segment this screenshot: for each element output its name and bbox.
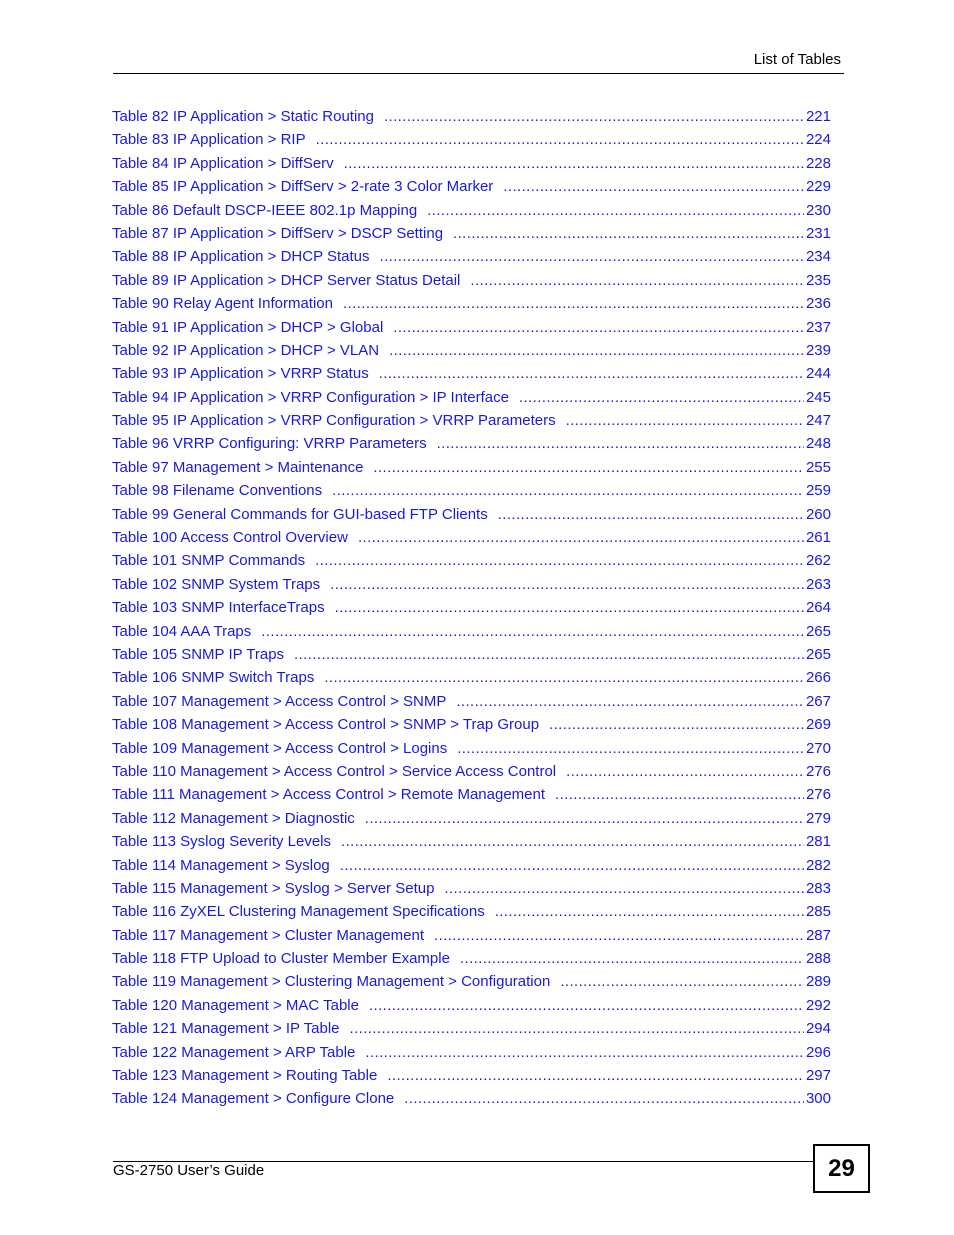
toc-entry-label: Table 109 Management > Access Control > Logins <box>112 739 448 757</box>
toc-entry[interactable] <box>112 456 831 479</box>
toc-entry-label: Table 119 Management > Clustering Management > Configuration <box>112 973 551 991</box>
toc-entry-label: Table 117 Management > Cluster Management <box>112 926 424 944</box>
toc-entry-label: Table 116 ZyXEL Clustering Management Specifications <box>112 903 485 921</box>
toc-leader-dots <box>495 900 804 923</box>
toc-leader-dots <box>456 690 804 713</box>
toc-entry-label: Table 121 Management > IP Table <box>112 1020 340 1038</box>
toc-entry-label: Table 85 IP Application > DiffServ > 2-rate 3 Color Marker <box>112 178 494 196</box>
toc-entry-page: 265 <box>805 645 831 663</box>
toc-entry[interactable] <box>112 877 831 900</box>
toc-entry-label: Table 100 Access Control Overview <box>112 529 348 547</box>
toc-leader-dots <box>460 947 804 970</box>
toc-leader-dots <box>350 1017 804 1040</box>
toc-entry-page: 269 <box>805 716 831 734</box>
toc-entry-label: Table 86 Default DSCP-IEEE 802.1p Mapping <box>112 201 418 219</box>
toc-entry-label: Table 111 Management > Access Control > Remote Management <box>112 786 546 804</box>
toc-entry-label: Table 99 General Commands for GUI-based FTP Clients <box>112 505 488 523</box>
toc-leader-dots <box>457 737 804 760</box>
toc-entry-page: 260 <box>805 505 831 523</box>
toc-leader-dots <box>330 573 804 596</box>
toc-entry-page: 245 <box>805 388 831 406</box>
toc-entry-label: Table 104 AAA Traps <box>112 622 252 640</box>
toc-entry-label: Table 112 Management > Diagnostic <box>112 809 355 827</box>
toc-entry-label: Table 113 Syslog Severity Levels <box>112 833 332 851</box>
toc-leader-dots <box>560 970 804 993</box>
toc-entry-page: 300 <box>805 1090 831 1108</box>
toc-entry-label: Table 89 IP Application > DHCP Server Status Detail <box>112 271 461 289</box>
toc-leader-dots <box>343 292 804 315</box>
toc-leader-dots <box>566 760 804 783</box>
toc-entry-page: 289 <box>805 973 831 991</box>
header-divider <box>113 73 844 74</box>
toc-entry[interactable] <box>112 854 831 877</box>
toc-entry-page: 267 <box>805 692 831 710</box>
toc-entry[interactable] <box>112 807 831 830</box>
toc-leader-dots <box>434 924 804 947</box>
toc-entry-label: Table 97 Management > Maintenance <box>112 458 364 476</box>
toc-leader-dots <box>427 199 804 222</box>
toc-entry-page: 230 <box>805 201 831 219</box>
toc-leader-dots <box>549 713 804 736</box>
toc-leader-dots <box>380 245 804 268</box>
toc-entry-page: 244 <box>805 365 831 383</box>
list-of-tables <box>112 105 831 1111</box>
toc-entry-label: Table 92 IP Application > DHCP > VLAN <box>112 341 380 359</box>
toc-entry-label: Table 87 IP Application > DiffServ > DSCP Setting <box>112 224 444 242</box>
toc-entry-page: 282 <box>805 856 831 874</box>
toc-leader-dots <box>555 783 804 806</box>
toc-entry-page: 294 <box>805 1020 831 1038</box>
toc-entry[interactable] <box>112 573 831 596</box>
toc-entry[interactable] <box>112 760 831 783</box>
toc-entry[interactable] <box>112 643 831 666</box>
toc-entry[interactable] <box>112 339 831 362</box>
toc-entry-label: Table 114 Management > Syslog <box>112 856 330 874</box>
toc-leader-dots <box>324 666 804 689</box>
toc-entry[interactable] <box>112 128 831 151</box>
toc-entry[interactable] <box>112 222 831 245</box>
toc-entry-page: 287 <box>805 926 831 944</box>
toc-entry[interactable] <box>112 947 831 970</box>
toc-entry-page: 276 <box>805 762 831 780</box>
toc-entry-label: Table 101 SNMP Commands <box>112 552 306 570</box>
toc-leader-dots <box>404 1087 804 1110</box>
toc-leader-dots <box>498 503 804 526</box>
toc-entry-page: 224 <box>805 131 831 149</box>
toc-entry-page: 261 <box>805 529 831 547</box>
toc-entry[interactable] <box>112 596 831 619</box>
toc-leader-dots <box>294 643 804 666</box>
toc-entry[interactable] <box>112 386 831 409</box>
toc-entry-label: Table 106 SNMP Switch Traps <box>112 669 315 687</box>
toc-entry[interactable] <box>112 175 831 198</box>
toc-entry[interactable] <box>112 783 831 806</box>
toc-leader-dots <box>365 1041 804 1064</box>
toc-entry[interactable] <box>112 713 831 736</box>
toc-entry-page: 259 <box>805 482 831 500</box>
toc-entry-label: Table 124 Management > Configure Clone <box>112 1090 395 1108</box>
toc-leader-dots <box>389 339 804 362</box>
toc-entry-page: 264 <box>805 599 831 617</box>
toc-leader-dots <box>365 807 804 830</box>
toc-entry-page: 270 <box>805 739 831 757</box>
toc-entry[interactable] <box>112 549 831 572</box>
toc-entry-label: Table 84 IP Application > DiffServ <box>112 154 334 172</box>
toc-entry-label: Table 120 Management > MAC Table <box>112 996 359 1014</box>
toc-entry-page: 239 <box>805 341 831 359</box>
toc-entry-page: 236 <box>805 295 831 313</box>
toc-entry-page: 235 <box>805 271 831 289</box>
toc-entry-page: 292 <box>805 996 831 1014</box>
toc-entry[interactable] <box>112 1064 831 1087</box>
toc-entry-page: 237 <box>805 318 831 336</box>
running-header-title: List of Tables <box>753 51 841 68</box>
toc-leader-dots <box>341 830 804 853</box>
toc-leader-dots <box>335 596 804 619</box>
toc-entry[interactable] <box>112 1087 831 1110</box>
toc-entry-label: Table 96 VRRP Configuring: VRRP Parameters <box>112 435 427 453</box>
footer-guide-title: GS-2750 User’s Guide <box>113 1162 265 1179</box>
toc-entry[interactable] <box>112 105 831 128</box>
toc-entry-label: Table 82 IP Application > Static Routing <box>112 108 374 125</box>
toc-leader-dots <box>344 152 804 175</box>
toc-entry-label: Table 94 IP Application > VRRP Configuration > IP Interface <box>112 388 509 406</box>
page-number-box <box>813 1144 870 1193</box>
toc-entry[interactable] <box>112 245 831 268</box>
toc-entry-page: 262 <box>805 552 831 570</box>
toc-entry[interactable] <box>112 362 831 385</box>
toc-entry-label: Table 122 Management > ARP Table <box>112 1043 356 1061</box>
toc-leader-dots <box>384 105 804 128</box>
toc-leader-dots <box>379 362 804 385</box>
toc-entry[interactable] <box>112 620 831 643</box>
toc-entry[interactable] <box>112 152 831 175</box>
toc-entry[interactable] <box>112 503 831 526</box>
toc-entry-page: 255 <box>805 458 831 476</box>
toc-entry-page: 229 <box>805 178 831 196</box>
toc-entry-label: Table 108 Management > Access Control > SNMP > Trap Group <box>112 716 540 734</box>
toc-entry-label: Table 95 IP Application > VRRP Configuration > VRRP Parameters <box>112 412 556 430</box>
toc-leader-dots <box>332 479 804 502</box>
toc-entry-page: 263 <box>805 575 831 593</box>
toc-entry-label: Table 102 SNMP System Traps <box>112 575 321 593</box>
toc-leader-dots <box>358 526 804 549</box>
toc-leader-dots <box>315 549 804 572</box>
toc-entry-page: 279 <box>805 809 831 827</box>
toc-leader-dots <box>261 620 804 643</box>
toc-entry[interactable] <box>112 737 831 760</box>
toc-leader-dots <box>453 222 804 245</box>
toc-entry-label: Table 105 SNMP IP Traps <box>112 645 285 663</box>
toc-entry-label: Table 93 IP Application > VRRP Status <box>112 365 369 383</box>
toc-entry-page: 285 <box>805 903 831 921</box>
toc-entry[interactable] <box>112 666 831 689</box>
toc-entry-page: 283 <box>805 879 831 897</box>
toc-leader-dots <box>340 854 804 877</box>
toc-entry-label: Table 110 Management > Access Control > Service Access Control <box>112 762 557 780</box>
toc-entry[interactable] <box>112 1041 831 1064</box>
toc-entry-page: 281 <box>805 833 831 851</box>
toc-entry[interactable] <box>112 924 831 947</box>
toc-leader-dots <box>503 175 804 198</box>
toc-entry-label: Table 123 Management > Routing Table <box>112 1067 378 1085</box>
toc-leader-dots <box>566 409 804 432</box>
toc-entry-page: 266 <box>805 669 831 687</box>
toc-entry[interactable] <box>112 409 831 432</box>
toc-entry[interactable] <box>112 970 831 993</box>
toc-entry-page: 231 <box>805 224 831 242</box>
toc-entry-page: 297 <box>805 1067 831 1085</box>
toc-entry-page: 228 <box>805 154 831 172</box>
toc-entry[interactable] <box>112 199 831 222</box>
toc-entry-label: Table 107 Management > Access Control > SNMP <box>112 692 447 710</box>
toc-entry-label: Table 103 SNMP InterfaceTraps <box>112 599 325 617</box>
toc-entry[interactable] <box>112 690 831 713</box>
toc-leader-dots <box>393 316 804 339</box>
toc-leader-dots <box>373 456 804 479</box>
toc-entry[interactable] <box>112 1017 831 1040</box>
toc-leader-dots <box>519 386 804 409</box>
toc-entry[interactable] <box>112 830 831 853</box>
toc-leader-dots <box>470 269 804 292</box>
toc-entry[interactable] <box>112 526 831 549</box>
toc-entry[interactable] <box>112 269 831 292</box>
toc-entry-label: Table 83 IP Application > RIP <box>112 131 306 149</box>
toc-entry-label: Table 90 Relay Agent Information <box>112 295 333 313</box>
toc-entry-label: Table 88 IP Application > DHCP Status <box>112 248 370 266</box>
toc-leader-dots <box>444 877 804 900</box>
toc-entry-label: Table 98 Filename Conventions <box>112 482 323 500</box>
toc-entry-label: Table 118 FTP Upload to Cluster Member Example <box>112 950 450 968</box>
toc-entry-label: Table 91 IP Application > DHCP > Global <box>112 318 384 336</box>
toc-leader-dots <box>437 432 804 455</box>
toc-entry[interactable] <box>112 900 831 923</box>
page-number: 29 <box>828 1154 855 1182</box>
toc-entry-page: 276 <box>805 786 831 804</box>
toc-entry[interactable] <box>112 994 831 1017</box>
toc-entry-page: 221 <box>805 108 831 125</box>
toc-leader-dots <box>316 128 804 151</box>
toc-leader-dots <box>387 1064 804 1087</box>
toc-entry-page: 265 <box>805 622 831 640</box>
toc-entry[interactable] <box>112 432 831 455</box>
toc-entry-page: 234 <box>805 248 831 266</box>
toc-entry-page: 247 <box>805 412 831 430</box>
toc-entry-label: Table 115 Management > Syslog > Server Setup <box>112 879 435 897</box>
toc-entry[interactable] <box>112 479 831 502</box>
toc-entry-page: 288 <box>805 950 831 968</box>
toc-entry-page: 248 <box>805 435 831 453</box>
toc-entry[interactable] <box>112 292 831 315</box>
toc-leader-dots <box>369 994 804 1017</box>
toc-entry-page: 296 <box>805 1043 831 1061</box>
toc-entry[interactable] <box>112 316 831 339</box>
